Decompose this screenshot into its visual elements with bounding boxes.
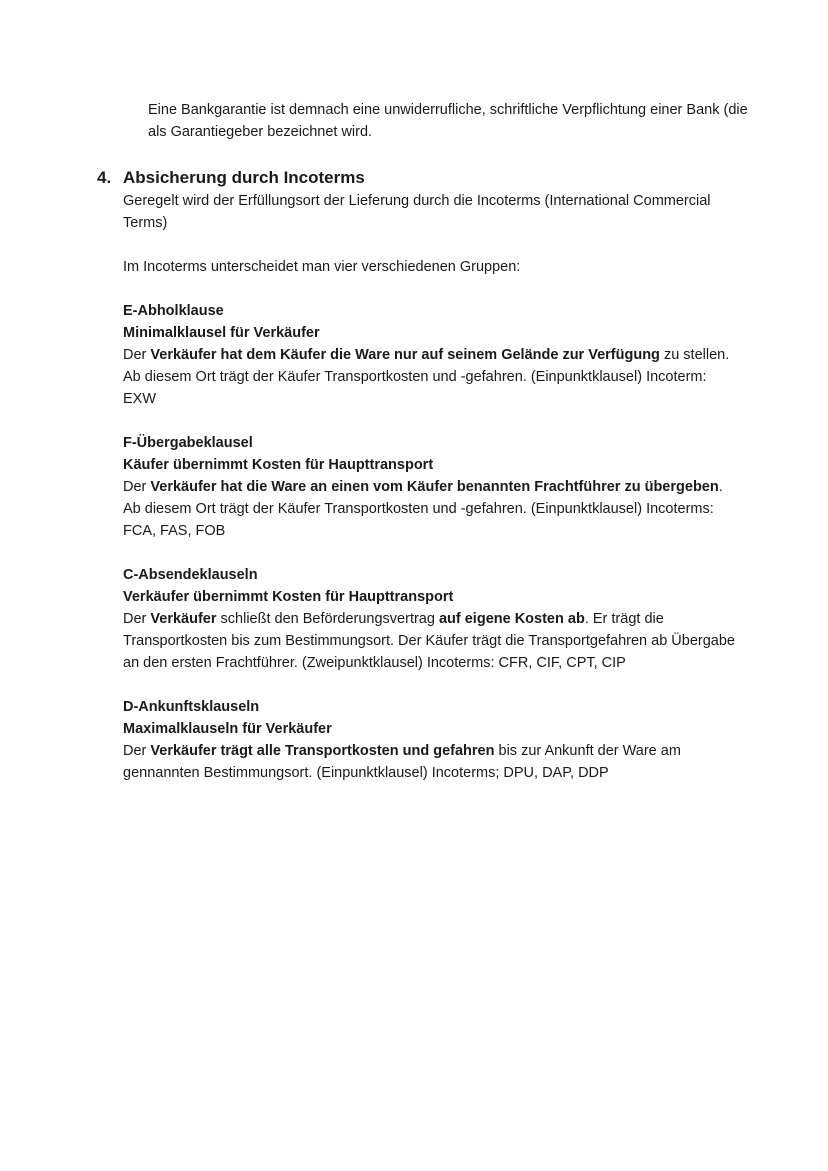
- section-title: Absicherung durch Incoterms: [123, 168, 365, 187]
- clause-description: Der Verkäufer schließt den Beförderungsvertrag auf eigene Kosten ab. Er trägt die Transportkosten bis zum Bestimmungsort. Der Käufer trägt die Transportgefahren ab Übergabe an den ersten Frachtführer. (Zweipunktklausel) Incoterms: CFR, CIF, CPT, CIP: [123, 611, 735, 671]
- clause-description: Der Verkäufer trägt alle Transportkosten und gefahren bis zur Ankunft der Ware am gennannten Bestimmungsort. (Einpunktklausel) Incoterms; DPU, DAP, DDP: [123, 743, 681, 781]
- clause-description: Der Verkäufer hat dem Käufer die Ware nur auf seinem Gelände zur Verfügung zu stellen. Ab diesem Ort trägt der Käufer Transportkosten und -gefahren. (Einpunktklausel) Incoterm: EXW: [123, 347, 730, 407]
- clause-subtitle: Maximalklauseln für Verkäufer: [123, 721, 332, 737]
- section-body: [123, 190, 738, 784]
- clause-title: D-Ankunftsklauseln: [123, 699, 260, 715]
- clause-title: C-Absendeklauseln: [123, 567, 258, 583]
- groups-intro-paragraph: Im Incoterms unterscheidet man vier verschiedenen Gruppen:: [123, 259, 521, 275]
- clause-subtitle: Käufer übernimmt Kosten für Haupttransport: [123, 457, 434, 473]
- clause-d: [123, 696, 738, 784]
- clause-f: [123, 432, 738, 542]
- bank-guarantee-paragraph: Eine Bankgarantie ist demnach eine unwiderrufliche, schriftliche Verpflichtung einer Bank (die als Garantiegeber bezeichnet wird.: [148, 102, 748, 140]
- clause-subtitle: Verkäufer übernimmt Kosten für Haupttransport: [123, 589, 454, 605]
- clause-title: E-Abholklause: [123, 303, 224, 319]
- clause-c: [123, 564, 738, 674]
- section-heading: [97, 166, 365, 190]
- clause-subtitle: Minimalklausel für Verkäufer: [123, 325, 320, 341]
- clause-e: [123, 300, 738, 410]
- incoterms-intro-paragraph: Geregelt wird der Erfüllungsort der Lieferung durch die Incoterms (International Commercial Terms): [123, 193, 711, 231]
- section-number: 4.: [97, 168, 112, 187]
- clause-description: Der Verkäufer hat die Ware an einen vom Käufer benannten Frachtführer zu übergeben. Ab diesem Ort trägt der Käufer Transportkosten und -gefahren. (Einpunktklausel) Incoterms: FCA, FAS, FOB: [123, 479, 723, 539]
- clause-title: F-Übergabeklausel: [123, 435, 253, 451]
